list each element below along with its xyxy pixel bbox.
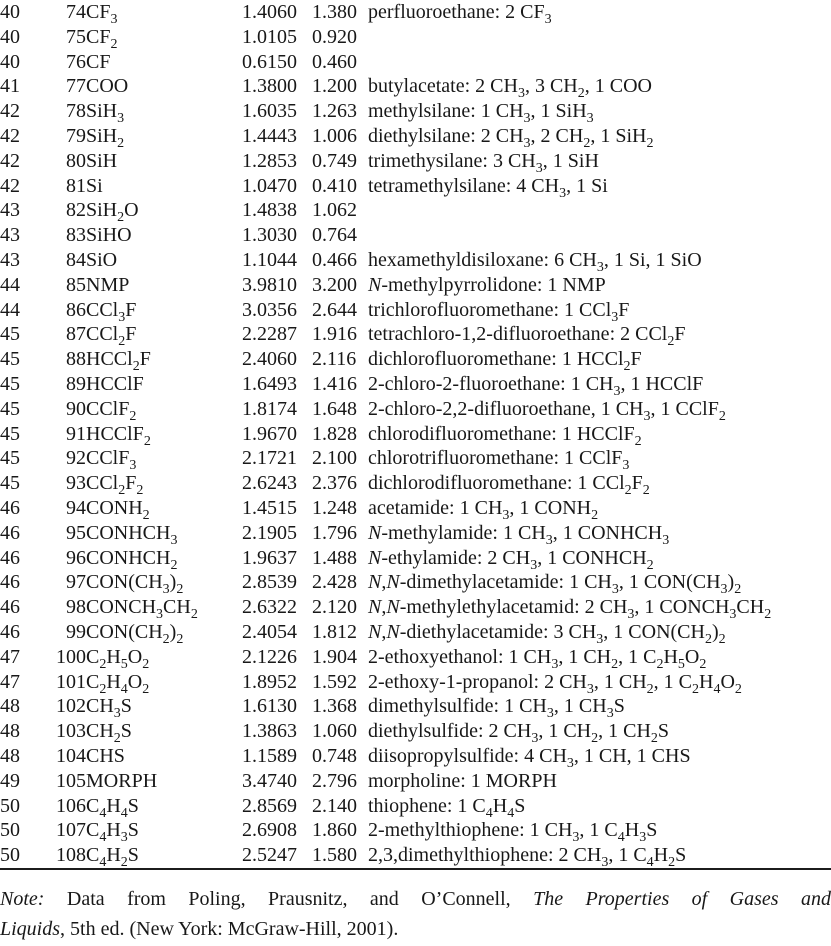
main-group-number-cell: 49 <box>0 769 20 792</box>
q-value-cell: 1.828 <box>312 422 357 445</box>
q-value-cell: 2.796 <box>312 769 357 792</box>
r-value-cell: 1.6130 <box>242 695 297 718</box>
group-formula-cell: $C_4H_2S$ <box>86 844 139 871</box>
main-group-number-cell: 47 <box>0 645 20 668</box>
r-value-cell: 2.4060 <box>242 348 297 371</box>
table-row <box>0 372 831 397</box>
q-value-cell: 1.248 <box>312 496 357 519</box>
example-assignment-cell: 2,3,dimethylthiophene: 2 $CH_3$, 1 $C_4H_2S$ <box>368 844 687 871</box>
subgroup-number-cell: 97 <box>66 571 86 594</box>
example-assignment-cell: 2-chloro-2,2-difluoroethane, 1 $CH_3$, 1 CClF$_2$ <box>368 397 726 424</box>
group-formula-cell: HCClF <box>86 372 144 395</box>
main-group-number-cell: 45 <box>0 447 20 470</box>
main-group-number-cell: 44 <box>0 298 20 321</box>
example-assignment-cell: diethylsilane: 2 $CH_3$, 2 $CH_2$, 1 SiH$_2$ <box>368 124 654 151</box>
footnote-line-1: Note: Data from Poling, Prausnitz, and O’Connell, The Properties of Gases and <box>0 887 831 910</box>
r-value-cell: 1.3863 <box>242 720 297 743</box>
main-group-number-cell: 46 <box>0 620 20 643</box>
r-value-cell: 1.9637 <box>242 546 297 569</box>
r-value-cell: 2.1905 <box>242 521 297 544</box>
footnote-line-2: Liquids, 5th ed. (New York: McGraw-Hill, 2001). <box>0 917 399 940</box>
main-group-number-cell: 46 <box>0 596 20 619</box>
table-row <box>0 446 831 471</box>
example-assignment-cell: N-methylamide: 1 $CH_3$, 1 $CONHCH_3$ <box>368 521 670 548</box>
table-row <box>0 694 831 719</box>
example-assignment-cell: dichlorodifluoromethane: 1 $CCl_2F_2$ <box>368 472 650 499</box>
table-row <box>0 124 831 149</box>
group-formula-cell: CCl$_2$F <box>86 323 137 350</box>
main-group-number-cell: 42 <box>0 174 20 197</box>
subgroup-number-cell: 94 <box>66 496 86 519</box>
main-group-number-cell: 44 <box>0 273 20 296</box>
table-row <box>0 818 831 843</box>
subgroup-number-cell: 93 <box>66 472 86 495</box>
group-formula-cell: CCl$_3$F <box>86 298 137 325</box>
table-row <box>0 570 831 595</box>
table-row <box>0 521 831 546</box>
q-value-cell: 3.200 <box>312 273 357 296</box>
table-row <box>0 496 831 521</box>
r-value-cell: 2.6243 <box>242 472 297 495</box>
r-value-cell: 2.4054 <box>242 620 297 643</box>
example-assignment-cell: hexamethyldisiloxane: 6 $CH_3$, 1 Si, 1 SiO <box>368 248 702 275</box>
q-value-cell: 0.764 <box>312 224 357 247</box>
r-value-cell: 2.8569 <box>242 794 297 817</box>
main-group-number-cell: 46 <box>0 571 20 594</box>
group-formula-cell: $CCl_2F_2$ <box>86 472 144 499</box>
r-value-cell: 1.8174 <box>242 397 297 420</box>
group-formula-cell: $C_4H_4S$ <box>86 794 139 821</box>
q-value-cell: 1.488 <box>312 546 357 569</box>
table-row <box>0 794 831 819</box>
main-group-number-cell: 50 <box>0 819 20 842</box>
example-assignment-cell <box>368 50 831 75</box>
r-value-cell: 1.1044 <box>242 248 297 271</box>
group-formula-cell: CClF$_2$ <box>86 397 137 424</box>
main-group-number-cell: 48 <box>0 720 20 743</box>
subgroup-number-cell: 108 <box>56 844 86 867</box>
table-row <box>0 149 831 174</box>
footnote <box>0 884 831 944</box>
group-formula-cell: HCCl$_2$F <box>86 348 151 375</box>
table-row <box>0 620 831 645</box>
example-assignment-cell: methylsilane: 1 $CH_3$, 1 SiH$_3$ <box>368 100 594 127</box>
r-value-cell: 1.1589 <box>242 744 297 767</box>
example-assignment-cell: 2-methylthiophene: 1 $CH_3$, 1 $C_4H_3S$ <box>368 819 658 846</box>
q-value-cell: 1.916 <box>312 323 357 346</box>
subgroup-number-cell: 102 <box>56 695 86 718</box>
q-value-cell: 2.428 <box>312 571 357 594</box>
example-assignment-cell <box>368 25 831 50</box>
example-assignment-cell <box>368 223 831 248</box>
group-formula-cell: CHS <box>86 744 125 767</box>
table-row <box>0 422 831 447</box>
subgroup-number-cell: 89 <box>66 372 86 395</box>
table-row <box>0 223 831 248</box>
main-group-number-cell: 46 <box>0 496 20 519</box>
main-group-number-cell: 45 <box>0 397 20 420</box>
example-assignment-cell: tetrachloro-1,2-difluoroethane: 2 CCl$_2$F <box>368 323 686 350</box>
q-value-cell: 1.648 <box>312 397 357 420</box>
table-row <box>0 298 831 323</box>
subgroup-number-cell: 85 <box>66 273 86 296</box>
q-value-cell: 1.812 <box>312 620 357 643</box>
r-value-cell: 1.6493 <box>242 372 297 395</box>
main-group-number-cell: 45 <box>0 323 20 346</box>
table-row <box>0 322 831 347</box>
main-group-number-cell: 48 <box>0 744 20 767</box>
main-group-number-cell: 41 <box>0 75 20 98</box>
subgroup-number-cell: 88 <box>66 348 86 371</box>
subgroup-number-cell: 101 <box>56 670 86 693</box>
q-value-cell: 2.120 <box>312 596 357 619</box>
example-assignment-cell: thiophene: 1 $C_4H_4S$ <box>368 794 526 821</box>
q-value-cell: 0.466 <box>312 248 357 271</box>
table-row <box>0 248 831 273</box>
subgroup-number-cell: 105 <box>56 769 86 792</box>
example-assignment-cell: 2-ethoxyethanol: 1 $CH_3$, 1 $CH_2$, 1 $C_2H_5O_2$ <box>368 645 707 672</box>
main-group-number-cell: 42 <box>0 100 20 123</box>
r-value-cell: 2.5247 <box>242 844 297 867</box>
group-formula-cell: SiH <box>86 149 118 172</box>
r-value-cell: 1.0470 <box>242 174 297 197</box>
group-formula-cell: HCClF$_2$ <box>86 422 151 449</box>
main-group-number-cell: 40 <box>0 50 20 73</box>
group-formula-cell: $C_2H_4O_2$ <box>86 670 150 697</box>
subgroup-number-cell: 106 <box>56 794 86 817</box>
main-group-number-cell: 48 <box>0 695 20 718</box>
example-assignment-cell: perfluoroethane: 2 $CF_3$ <box>368 1 552 27</box>
subgroup-number-cell: 98 <box>66 596 86 619</box>
example-assignment-cell: N-ethylamide: 2 $CH_3$, 1 $CONHCH_2$ <box>368 546 654 573</box>
example-assignment-cell: chlorodifluoromethane: 1 HCClF$_2$ <box>368 422 642 449</box>
main-group-number-cell: 47 <box>0 670 20 693</box>
q-value-cell: 1.580 <box>312 844 357 867</box>
main-group-number-cell: 40 <box>0 25 20 48</box>
example-assignment-cell: dichlorofluoromethane: 1 HCCl$_2$F <box>368 348 642 375</box>
main-group-number-cell: 50 <box>0 794 20 817</box>
subgroup-number-cell: 82 <box>66 199 86 222</box>
example-assignment-cell: chlorotrifluoromethane: 1 CClF$_3$ <box>368 447 630 474</box>
group-formula-cell: $CONCH_3CH_2$ <box>86 596 198 623</box>
subgroup-number-cell: 78 <box>66 100 86 123</box>
table-row <box>0 99 831 124</box>
r-value-cell: 1.3800 <box>242 75 297 98</box>
group-formula-cell: CF <box>86 50 111 73</box>
q-value-cell: 1.796 <box>312 521 357 544</box>
r-value-cell: 2.8539 <box>242 571 297 594</box>
table-row <box>0 471 831 496</box>
q-value-cell: 1.416 <box>312 372 357 395</box>
q-value-cell: 1.006 <box>312 124 357 147</box>
subgroup-number-cell: 96 <box>66 546 86 569</box>
group-formula-cell: MORPH <box>86 769 158 792</box>
table-row <box>0 719 831 744</box>
example-assignment-cell: N,N-dimethylacetamide: 1 $CH_3$, 1 $CON(CH_3)_2$ <box>368 571 742 598</box>
q-value-cell: 1.904 <box>312 645 357 668</box>
r-value-cell: 1.3030 <box>242 224 297 247</box>
subgroup-number-cell: 91 <box>66 422 86 445</box>
r-value-cell: 1.6035 <box>242 100 297 123</box>
table-row <box>0 546 831 571</box>
group-formula-cell: SiO <box>86 248 118 271</box>
q-value-cell: 1.380 <box>312 1 357 23</box>
main-group-number-cell: 45 <box>0 472 20 495</box>
group-formula-cell: $C_4H_3S$ <box>86 819 139 846</box>
q-value-cell: 1.060 <box>312 720 357 743</box>
example-assignment-cell: acetamide: 1 $CH_3$, 1 $CONH_2$ <box>368 496 599 523</box>
main-group-number-cell: 46 <box>0 521 20 544</box>
q-value-cell: 1.592 <box>312 670 357 693</box>
r-value-cell: 2.6908 <box>242 819 297 842</box>
example-assignment-cell: diethylsulfide: 2 $CH_3$, 1 $CH_2$, 1 $CH_2S$ <box>368 720 670 747</box>
table-row <box>0 347 831 372</box>
r-value-cell: 2.6322 <box>242 596 297 619</box>
example-assignment-cell: N,N-diethylacetamide: 3 $CH_3$, 1 $CON(CH_2)_2$ <box>368 620 726 647</box>
subgroup-number-cell: 87 <box>66 323 86 346</box>
group-formula-cell: $CH_3S$ <box>86 695 132 722</box>
group-formula-cell: CClF$_3$ <box>86 447 137 474</box>
subgroup-number-cell: 103 <box>56 720 86 743</box>
r-value-cell: 1.4443 <box>242 124 297 147</box>
subgroup-number-cell: 77 <box>66 75 86 98</box>
group-formula-cell: $CON(CH_2)_2$ <box>86 620 184 647</box>
example-assignment-cell: N-methylpyrrolidone: 1 NMP <box>368 273 606 296</box>
group-formula-cell: $CF_3$ <box>86 1 118 27</box>
r-value-cell: 1.0105 <box>242 25 297 48</box>
main-group-number-cell: 46 <box>0 546 20 569</box>
q-value-cell: 1.263 <box>312 100 357 123</box>
main-group-number-cell: 40 <box>0 1 20 23</box>
group-formula-cell: $CON(CH_3)_2$ <box>86 571 184 598</box>
subgroup-number-cell: 100 <box>56 645 86 668</box>
q-value-cell: 1.860 <box>312 819 357 842</box>
group-formula-cell: SiHO <box>86 224 132 247</box>
main-group-number-cell: 45 <box>0 348 20 371</box>
subgroup-number-cell: 86 <box>66 298 86 321</box>
subgroup-number-cell: 75 <box>66 25 86 48</box>
table-row <box>0 0 831 25</box>
group-formula-cell: Si <box>86 174 103 197</box>
r-value-cell: 0.6150 <box>242 50 297 73</box>
r-value-cell: 1.9670 <box>242 422 297 445</box>
example-assignment-cell: tetramethylsilane: 4 $CH_3$, 1 Si <box>368 174 608 201</box>
r-value-cell: 3.0356 <box>242 298 297 321</box>
group-formula-cell: NMP <box>86 273 130 296</box>
table-row <box>0 273 831 298</box>
subgroup-number-cell: 79 <box>66 124 86 147</box>
main-group-number-cell: 43 <box>0 248 20 271</box>
group-formula-cell: SiH$_2$ <box>86 124 125 151</box>
r-value-cell: 2.1721 <box>242 447 297 470</box>
subgroup-number-cell: 80 <box>66 149 86 172</box>
example-assignment-cell: butylacetate: 2 $CH_3$, 3 $CH_2$, 1 COO <box>368 75 652 102</box>
q-value-cell: 2.116 <box>312 348 357 371</box>
main-group-number-cell: 45 <box>0 422 20 445</box>
group-formula-cell: COO <box>86 75 129 98</box>
table-row <box>0 50 831 75</box>
example-assignment-cell: 2-ethoxy-1-propanol: 2 $CH_3$, 1 $CH_2$, 1 $C_2H_4O_2$ <box>368 670 742 697</box>
q-value-cell: 2.140 <box>312 794 357 817</box>
q-value-cell: 2.100 <box>312 447 357 470</box>
main-group-number-cell: 42 <box>0 149 20 172</box>
subgroup-number-cell: 90 <box>66 397 86 420</box>
r-value-cell: 3.9810 <box>242 273 297 296</box>
subgroup-number-cell: 104 <box>56 744 86 767</box>
r-value-cell: 1.8952 <box>242 670 297 693</box>
table-row <box>0 769 831 794</box>
table-row <box>0 74 831 99</box>
q-value-cell: 0.920 <box>312 25 357 48</box>
subgroup-number-cell: 76 <box>66 50 86 73</box>
subgroup-number-cell: 84 <box>66 248 86 271</box>
table-row <box>0 595 831 620</box>
example-assignment-cell: 2-chloro-2-fluoroethane: 1 $CH_3$, 1 HCClF <box>368 372 704 399</box>
example-assignment-cell <box>368 198 831 223</box>
group-formula-cell: $CONH_2$ <box>86 496 150 523</box>
q-value-cell: 0.748 <box>312 744 357 767</box>
table-row <box>0 198 831 223</box>
q-value-cell: 1.062 <box>312 199 357 222</box>
table-row <box>0 744 831 769</box>
main-group-number-cell: 42 <box>0 124 20 147</box>
q-value-cell: 2.644 <box>312 298 357 321</box>
r-value-cell: 1.4060 <box>242 1 297 23</box>
subgroup-number-cell: 74 <box>66 1 86 23</box>
example-assignment-cell: dimethylsulfide: 1 $CH_3$, 1 $CH_3S$ <box>368 695 625 722</box>
q-value-cell: 1.368 <box>312 695 357 718</box>
group-formula-cell: SiH$_2$O <box>86 199 139 226</box>
main-group-number-cell: 45 <box>0 372 20 395</box>
r-value-cell: 2.2287 <box>242 323 297 346</box>
r-value-cell: 1.2853 <box>242 149 297 172</box>
group-formula-cell: $CF_2$ <box>86 25 118 52</box>
q-value-cell: 0.460 <box>312 50 357 73</box>
subgroup-number-cell: 81 <box>66 174 86 197</box>
main-group-number-cell: 43 <box>0 199 20 222</box>
q-value-cell: 0.410 <box>312 174 357 197</box>
q-value-cell: 1.200 <box>312 75 357 98</box>
table-row <box>0 25 831 50</box>
group-formula-cell: $CONHCH_3$ <box>86 521 178 548</box>
example-assignment-cell: morpholine: 1 MORPH <box>368 769 557 792</box>
main-group-number-cell: 50 <box>0 844 20 867</box>
r-value-cell: 1.4515 <box>242 496 297 519</box>
subgroup-number-cell: 92 <box>66 447 86 470</box>
table-row <box>0 174 831 199</box>
example-assignment-cell: N,N-methylethylacetamid: 2 $CH_3$, 1 $CONCH_3CH_2$ <box>368 596 772 623</box>
group-formula-cell: SiH$_3$ <box>86 100 125 127</box>
group-formula-cell: $CONHCH_2$ <box>86 546 178 573</box>
r-value-cell: 1.4838 <box>242 199 297 222</box>
table-row <box>0 397 831 422</box>
example-assignment-cell: trimethysilane: 3 $CH_3$, 1 SiH <box>368 149 599 176</box>
subgroup-number-cell: 95 <box>66 521 86 544</box>
group-formula-cell: $CH_2S$ <box>86 720 132 747</box>
r-value-cell: 3.4740 <box>242 769 297 792</box>
subgroup-number-cell: 83 <box>66 224 86 247</box>
q-value-cell: 0.749 <box>312 149 357 172</box>
example-assignment-cell: trichlorofluoromethane: 1 CCl$_3$F <box>368 298 630 325</box>
example-assignment-cell: diisopropylsulfide: 4 $CH_3$, 1 CH, 1 CHS <box>368 744 691 771</box>
r-value-cell: 2.1226 <box>242 645 297 668</box>
subgroup-number-cell: 99 <box>66 620 86 643</box>
table-row <box>0 670 831 695</box>
main-group-number-cell: 43 <box>0 224 20 247</box>
table-row <box>0 645 831 670</box>
subgroup-number-cell: 107 <box>56 819 86 842</box>
group-formula-cell: $C_2H_5O_2$ <box>86 645 150 672</box>
q-value-cell: 2.376 <box>312 472 357 495</box>
table-row <box>0 843 831 869</box>
